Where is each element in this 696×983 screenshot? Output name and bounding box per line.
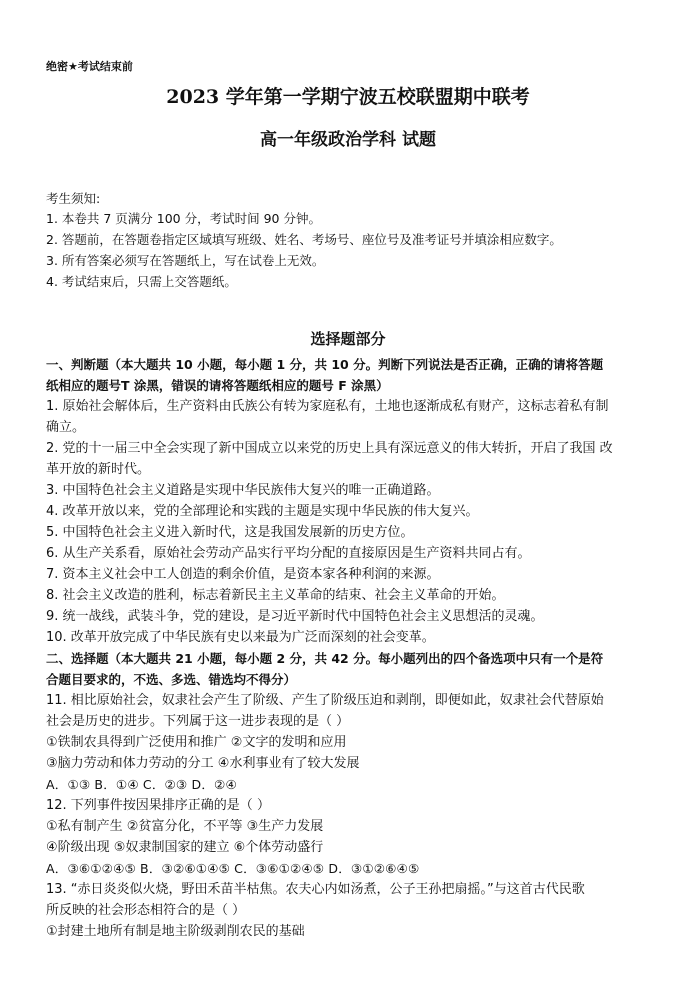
question-12: 12. 下列事件按因果排序正确的是（ ） <box>46 798 270 813</box>
question-8: 8. 社会主义改造的胜利，标志着新民主主义革命的结束、社会主义革命的开始。 <box>46 588 505 603</box>
question-1: 1. 原始社会解体后，生产资料由氏族公有转为家庭私有，土地也逐渐成私有财产，这标志着私有制 <box>46 399 609 414</box>
notice-item: 4. 考试结束后，只需上交答题纸。 <box>46 274 237 289</box>
notice-item: 2. 答题前，在答题卷指定区域填写班级、姓名、考场号、座位号及准考证号并填涂相应数字。 <box>46 232 562 247</box>
question-13-cont: 所反映的社会形态相符合的是（ ） <box>46 903 246 918</box>
question-6: 6. 从生产关系看，原始社会劳动产品实行平均分配的直接原因是生产资料共同占有。 <box>46 546 531 561</box>
question-11-cont: 社会是历史的进步。下列属于这一进步表现的是（ ） <box>46 714 350 729</box>
question-10: 10. 改革开放完成了中华民族有史以来最为广泛而深刻的社会变革。 <box>46 630 435 645</box>
question-5: 5. 中国特色社会主义进入新时代，这是我国发展新的历史方位。 <box>46 525 414 540</box>
exam-title: 2023 学年第一学期宁波五校联盟期中联考 <box>166 86 530 108</box>
question-11-items: ①铁制农具得到广泛使用和推广 ②文字的发明和应用 <box>46 735 347 750</box>
part2-heading-cont: 合题目要求的，不选、多选、错选均不得分） <box>46 672 297 687</box>
confidential-label: 绝密★考试结束前 <box>46 60 133 73</box>
question-2: 2. 党的十一届三中全会实现了新中国成立以来党的历史上具有深远意义的伟大转折，开启了我国 改 <box>46 441 613 456</box>
question-13-item: ①封建土地所有制是地主阶级剥削农民的基础 <box>46 924 305 939</box>
question-3: 3. 中国特色社会主义道路是实现中华民族伟大复兴的唯一正确道路。 <box>46 483 440 498</box>
question-1-cont: 确立。 <box>46 420 86 435</box>
notice-item: 1. 本卷共 7 页满分 100 分，考试时间 90 分钟。 <box>46 211 321 226</box>
question-12-items: ①私有制产生 ②贫富分化，不平等 ③生产力发展 <box>46 819 324 834</box>
question-12-options: A．③⑥①②④⑤ B．③②⑥①④⑤ C．③⑥①②④⑤ D．③①②⑥④⑤ <box>46 861 420 876</box>
question-11-options: A．①③ B．①④ C．②③ D．②④ <box>46 777 237 792</box>
question-4: 4. 改革开放以来，党的全部理论和实践的主题是实现中华民族的伟大复兴。 <box>46 504 479 519</box>
notice-item: 3. 所有答案必须写在答题纸上，写在试卷上无效。 <box>46 253 325 268</box>
question-13: 13. “赤日炎炎似火烧，野田禾苗半枯焦。农夫心内如汤煮，公子王孙把扇摇。”与这首古代民歌 <box>46 882 585 897</box>
part1-heading: 一、判断题（本大题共 10 小题，每小题 1 分，共 10 分。判断下列说法是否正确，正确的请将答题 <box>46 357 604 372</box>
section-title: 选择题部分 <box>310 330 386 348</box>
question-12-items: ④阶级出现 ⑤奴隶制国家的建立 ⑥个体劳动盛行 <box>46 840 324 855</box>
part2-heading: 二、选择题（本大题共 21 小题，每小题 2 分，共 42 分。每小题列出的四个备选项中只有一个是符 <box>46 651 604 666</box>
question-7: 7. 资本主义社会中工人创造的剩余价值，是资本家各种利润的来源。 <box>46 567 440 582</box>
question-2-cont: 革开放的新时代。 <box>46 462 151 477</box>
question-9: 9. 统一战线，武装斗争，党的建设，是习近平新时代中国特色社会主义思想活的灵魂。 <box>46 609 544 624</box>
exam-subtitle: 高一年级政治学科 试题 <box>260 130 436 150</box>
part1-heading-cont: 纸相应的题号T 涂黑，错误的请将答题纸相应的题号 F 涂黑） <box>46 378 389 393</box>
question-11: 11. 相比原始社会，奴隶社会产生了阶级、产生了阶级压迫和剥削，即便如此，奴隶社会代替原始 <box>46 693 604 708</box>
question-11-items: ③脑力劳动和体力劳动的分工 ④水利事业有了较大发展 <box>46 756 360 771</box>
notice-heading: 考生须知: <box>46 191 101 206</box>
